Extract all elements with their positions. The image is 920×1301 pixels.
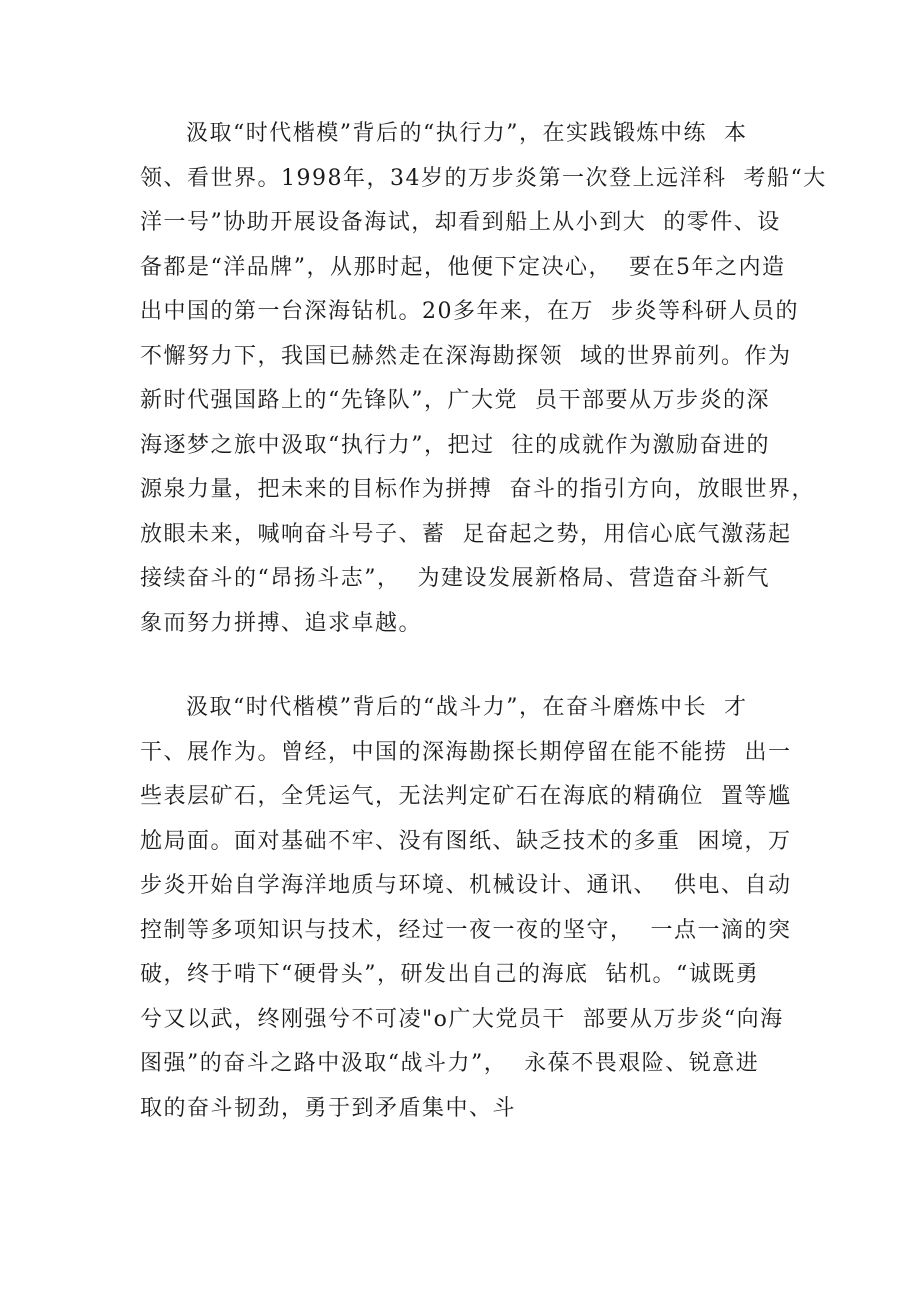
paragraph-line: 汲取“时代楷模”背后的“执行力”，在实践锻炼中练 本: [186, 121, 748, 146]
paragraph-line: 备都是“洋品牌”，从那时起，他便下定决心， 要在5年之内造: [140, 254, 786, 280]
paragraph-line: 放眼未来，喊响奋斗号子、蓄 足奋起之势，用信心底气激荡起: [140, 521, 792, 547]
paragraph-line: 步炎开始自学海洋地质与环境、机械设计、通讯、 供电、自动: [140, 873, 792, 898]
paragraph-line: 些表层矿石，全凭运气，无法判定矿石在海底的精确位 置等尴: [140, 784, 792, 809]
paragraph-line: 出中国的第一台深海钻机。20多年来，在万 步炎等科研人员的: [140, 299, 799, 324]
paragraph-execution: [140, 112, 827, 646]
paragraph-line: 尬局面。面对基础不牢、没有图纸、缺乏技术的多重 困境，万: [140, 828, 792, 854]
paragraph-line: 接续奋斗的“昂扬斗志”， 为建设发展新格局、营造奋斗新气: [140, 566, 770, 591]
paragraph-line: 海逐梦之旅中汲取“执行力”，把过 往的成就作为激励奋进的: [140, 432, 770, 458]
paragraph-line: 破，终于啃下“硬骨头”，研发出自己的海底 钻机。“诚既勇: [140, 962, 760, 987]
paragraph-line: 不懈努力下，我国已赫然走在深海勘探领 域的世界前列。作为: [140, 343, 792, 369]
paragraph-line: 干、展作为。曾经，中国的深海勘探长期停留在能不能捞 出一: [140, 739, 792, 765]
paragraph-line: 图强”的奋斗之路中汲取“战斗力”， 永葆不畏艰险、锐意进: [140, 1051, 760, 1076]
paragraph-combat: [140, 686, 800, 1131]
paragraph-line: 新时代强国路上的“先锋队”，广大党 员干部要从万步炎的深: [140, 388, 770, 413]
paragraph-line: 领、看世界。1998年，34岁的万步炎第一次登上远洋科 考船“大: [140, 165, 827, 191]
paragraph-line: 控制等多项知识与技术，经过一夜一夜的坚守， 一点一滴的突: [140, 917, 792, 943]
paragraph-line: 兮又以武，终刚强兮不可凌"o广大党员干 部要从万步炎“向海: [140, 1006, 784, 1032]
paragraph-line: 洋一号”协助开展设备海试，却看到船上从小到大 的零件、设: [140, 210, 781, 235]
paragraph-line: 汲取“时代楷模”背后的“战斗力”，在奋斗磨炼中长 才: [186, 695, 748, 720]
paragraph-line: 取的奋斗韧劲，勇于到矛盾集中、斗: [140, 1095, 517, 1121]
paragraph-line: 源泉力量，把未来的目标作为拼搏 奋斗的指引方向，放眼世界，: [140, 477, 815, 502]
paragraph-line: 象而努力拼搏、追求卓越。: [140, 610, 423, 636]
